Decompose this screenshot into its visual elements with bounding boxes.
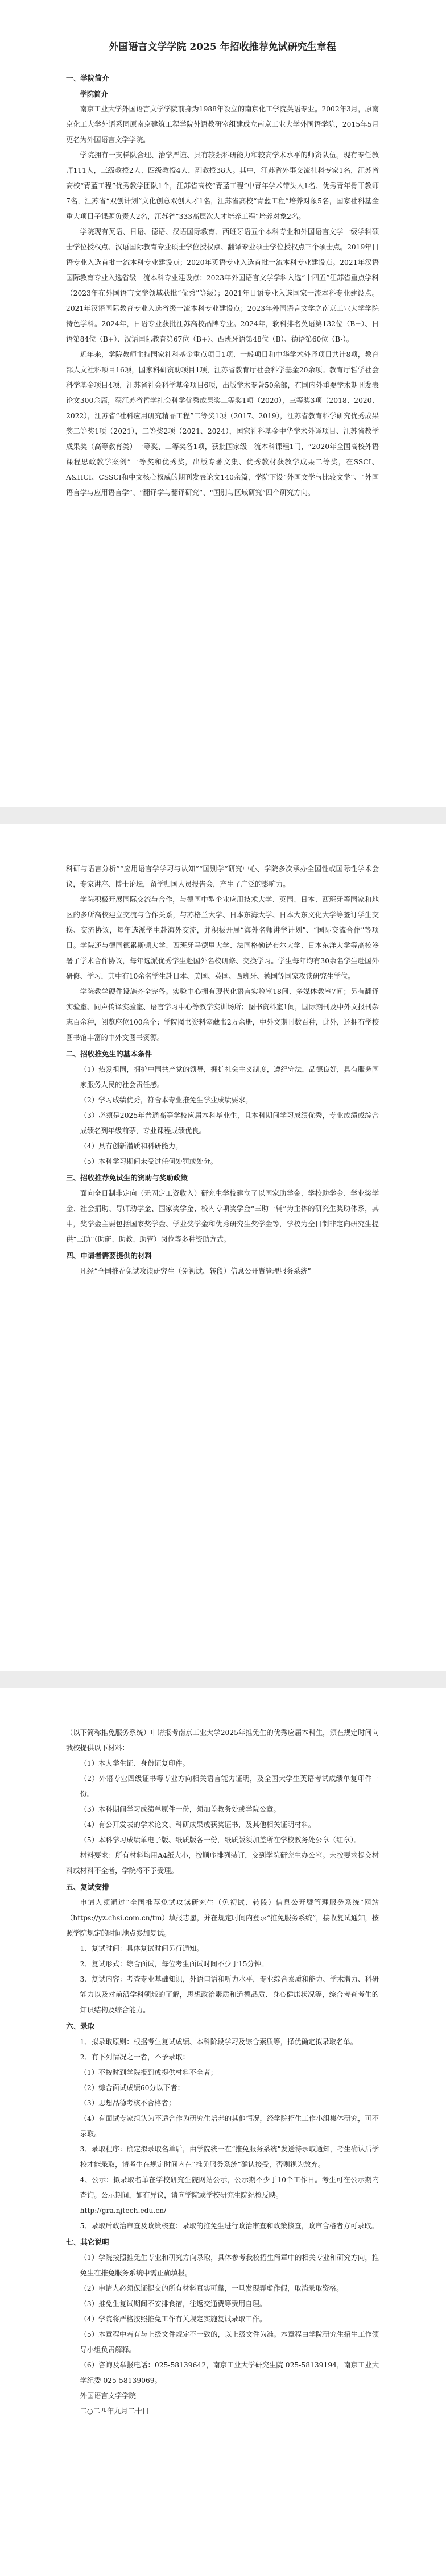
material-item: （4）有公开发表的学术论文、科研成果或获奖证书，及其他相关证明材料。: [80, 1821, 316, 1829]
paragraph-materials-req: 材料要求：所有材料均用A4纸大小，按顺序排列装订，交到学院研究生办公室。未按要求提交材料或材料不全者，学院将不予受理。: [66, 1851, 379, 1875]
section-heading-intro: 一、学院简介: [66, 74, 109, 82]
admit-item: 2、有下列情况之一者，不予录取：: [80, 2053, 189, 2061]
section-heading-retest: 五、复试安排: [66, 1883, 109, 1891]
other-item: （3）推免生复试期间不安排食宿，往返交通费等费用自理。: [80, 2300, 267, 2308]
date: 二○二四年九月二十日: [80, 2407, 149, 2415]
admit-item: 3、录取程序：确定拟录取名单后，由学院统一在“推免服务系统”发送待录取通知，考生确认后学校才能录取，请考生在规定时间内在“推免服务系统”确认接受，否则视为放弃。: [80, 2145, 379, 2169]
paragraph-faculty: 学院拥有一支梯队合理、治学严谨、具有较强科研能力和较高学术水平的师资队伍。现有专任教师111人，三级教授2人、四级教授4人，副教授38人。其中，江苏省外事交流社科专家1名，江苏省高校“青蓝工程”优秀教学团队1个，江苏省高校“青蓝工程”中青年学术带头人1名、优秀青年骨干教师7名，江苏省“双创计划”文化创意双创人才1名，江苏省高校“青蓝工程”培养对象5名，国家社科基金重大项目子课题负责人2名，江苏省“333高层次人才培养工程”培养对象2名。: [66, 151, 379, 220]
paragraph-aid: 面向全日制非定向（无固定工资收入）研究生学校建立了以国家助学金、学校助学金、学业奖学金、社会捐助、导师助学金、国家奖学金、校内专项奖学金“三助一辅”为主体的研究生奖助体系，其中，奖学金主要包括国家奖学金、学业奖学金和优秀研究生奖学金等，学校为全日制非定向研究生提供“三助”（助研、助教、助管）岗位等多种资助方式。: [66, 1189, 379, 1243]
paragraph-facility: 学院教学硬件设施齐全完备。实验中心拥有现代化语言实验室18间、多媒体教室7间；另有翻译实验室、同声传译实验室、语言学习中心等教学实训场所；图书资料室1间，国际期刊及中外文报刊杂志百余种，阅览座位100余个；学院图书资料室藏书2万余册，中外文期刊数百种，此外，还拥有学校图书馆丰富的中外文图书资源。: [66, 988, 379, 1042]
material-item: （5）本科学习成绩单电子版、纸质版各一份，纸质版须加盖所在学校教务处公章（红章）。: [80, 1836, 361, 1844]
materials-list: [66, 1756, 379, 1848]
other-item: （5）本章程中若有与上级文件规定不一致的，以上级文件为准。本章程由学院研究生招生工作领导小组负责解释。: [80, 2331, 379, 2354]
material-item: （3）本科期间学习成绩单原件一份，须加盖教务处或学院公章。: [80, 1805, 280, 1813]
conditions-list: [66, 1062, 379, 1170]
admit-item: 4、公示：拟录取名单在学校研究生院网站公示，公示期不少于10个工作日。考生可在公示期内查询。公示期间，如有异议，请向学院或学校研究生院纪检反映。: [80, 2176, 379, 2199]
material-item: （2）外语专业四级证书等专业方向相关语言能力证明，及全国大学生英语考试成绩单复印件一份。: [80, 1775, 379, 1798]
admit-list: [66, 2034, 379, 2234]
admit-item: 5、录取后政治审查及政策核查：录取的推免生进行政治审查和政策核查，政审合格者方可录取。: [80, 2222, 378, 2230]
subsection-heading-intro: 学院简介: [80, 90, 108, 98]
paragraph-materials-cont: （以下简称推免服务系统）申请报考南京工业大学2025年推免生的优秀应届本科生，须在规定时间向我校提供以下材料：: [66, 1729, 379, 1752]
other-item: （6）咨询及举报电话：025-58139642，南京工业大学研究生院 025-58139194，南京工业大学纪委 025-58139069。: [80, 2361, 379, 2384]
admit-subitem: （1）不按时到学院报到或提供材料不全者；: [80, 2069, 218, 2076]
material-item: （1）本人学生证、身份证复印件。: [80, 1759, 189, 1767]
retest-list: [66, 1941, 379, 2018]
section-heading-admit: 六、录取: [66, 2022, 95, 2030]
other-item: （2）申请人必须保证提交的所有材料真实可靠，一旦发现弄虚作假，取消录取资格。: [80, 2284, 344, 2292]
condition-item: （2）学习成绩优秀，符合本专业推免生学业成绩要求。: [80, 1096, 253, 1104]
admit-subitem: （2）综合面试成绩60分以下者；: [80, 2084, 184, 2092]
paragraph-retest: 申请人须通过“全国推荐免试攻读研究生（免初试、转段）信息公开暨管理服务系统”网站（https://yz.chsi.com.cn/tm）填报志愿，并在规定时间内登录“推免服务系统”，接收复试通知，按照学院规定的时间地点参加复试。: [66, 1899, 379, 1937]
admit-subitem: （3）思想品德考核不合格者；: [80, 2099, 176, 2107]
condition-item: （1）热爱祖国，拥护中国共产党的领导，拥护社会主义制度，遵纪守法，品德良好，具有服务国家服务人民的社会责任感。: [80, 1066, 379, 1089]
paragraph-exchange: 学院积极开展国际交流与合作，与德国中型企业应用技术大学、英国、日本、西班牙等国家和地区的多所高校建立交流与合作关系，与苏格兰大学、日本东海大学、日本大东文化大学等签订学生交换、交流协议，每年选派学生赴海外交流，并积极开展“海外名师讲学计划”、“国际交流合作”等项目。学院还与德国德累斯顿大学、西班牙马德里大学、法国格勒诺布尔大学、日本东洋大学等高校签署了学术合作协议，每年选派优秀学生赴国外名校研修、交换学习。学生每年均有30余名学生赴国外研修、学习，其中有10余名学生赴日本、美国、英国、西班牙、德国等国家攻读研究生学位。: [66, 896, 379, 980]
admit-url-link[interactable]: http://gra.njtech.edu.cn/: [80, 2207, 167, 2215]
condition-item: （5）本科学习期间未受过任何处罚或处分。: [80, 1158, 218, 1166]
paragraph-history: 近年来，学院教师主持国家社科基金重点项目1项、一般项目和中华学术外译项目共计8项，教育部人文社科项目16项，国家科研资助项目1项，江苏省教育厅社会科学基金20余项。教育厅哲学社会科学基金项目4项，江苏省社会科学基金项目6项，出版学术专著50余部，在国内外重要学术期刊发表论文300余篇，获江苏省哲学社会科学优秀成果奖二等奖1项（2020），三等奖3项（2018、2020、2022），江苏省“社科应用研究精品工程”二等奖1项（2017、2019），江苏省教育科学研究优秀成果奖二等奖1项（2021），二等奖2项（2021、2024），国家社科基金中华学术外译项目、江苏省教学成果奖（高等教育类）一等奖、二等奖各1项，获批国家级一流本科课程1门，“2020年全国高校外语课程思政教学案例”一等奖和优秀奖，出版专著文集、优秀教材获教学成果二等奖，在SSCI、A&HCI、CSSCI和中文核心权威的期刊发表论文140余篇，学院下设“外国文学与比较文学”、“外国语言学与应用语言学”、“翻译学与翻译研究”、“国别与区域研究”四个研究方向。: [66, 351, 379, 497]
document-page-2: [0, 824, 446, 1671]
other-list: [66, 2250, 379, 2388]
section-heading-aid: 三、招收推荐免试生的资助与奖助政策: [66, 1173, 188, 1182]
other-item: （1）学院按照推免生专业和研究方向录取，具体参考我校招生简章中的相关专业和研究方向，推免生在推免服务系统中需正确填报。: [80, 2254, 379, 2277]
retest-item: 2、复试形式：综合面试，每位考生面试时间不少于15分钟。: [80, 1960, 269, 1968]
admit-item: 1、拟录取原则：根据考生复试成绩、本科阶段学习及综合素质等，择优确定拟录取名单。: [80, 2038, 357, 2046]
paragraph-programs: 学院现有英语、日语、德语、汉语国际教育、西班牙语五个本科专业和外国语言文学一级学科硕士学位授权点、汉语国际教育专业硕士学位授权点、翻译专业硕士学位授权点三个硕士点。2019年日语专业入选首批一流本科专业建设点；2020年英语专业入选首批一流本科专业建设点。2021年汉语国际教育专业入选省级一流本科专业建设点；2023年外国语言文学学科入选“十四五”江苏省重点学科（2023年在外国语言文学领域获批“优秀”等级）；2021年日语专业入选国家一流本科专业建设点。2021年汉语国际教育专业入选省级一流本科专业建设点；2023年外国语言文学之南京工业大学学院特色学科。2024年，日语专业获批江苏高校品牌专业。2024年，软科排名英语第132位（B+）、日语第84位（B+）、汉语国际教育第67位（B+）、西班牙语第48位（B）、德语第60位（B-）。: [66, 228, 379, 343]
other-item: （4）学院将严格按照推免工作有关规定实施复试录取工作。: [80, 2315, 267, 2323]
paragraph-research: 科研与语言分析”“应用语言学学习与认知”“国别学”研究中心、学院多次承办全国性或国际性学术会议，专家讲座、博士论坛，留学归国人员报告会，产生了广泛的影响力。: [66, 865, 379, 888]
condition-item: （4）具有创新潜质和科研能力。: [80, 1142, 183, 1150]
signature: 外国语言文学学院: [80, 2392, 136, 2400]
document-page-3: [0, 1688, 446, 2576]
paragraph-materials: 凡经“全国推荐免试攻读研究生（免初试、转段）信息公开暨管理服务系统”: [80, 1267, 311, 1275]
section-heading-materials: 四、申请者需要提供的材料: [66, 1251, 152, 1260]
section-heading-other: 七、其它说明: [66, 2238, 109, 2246]
condition-item: （3）必须是2025年普通高等学校应届本科毕业生，且本科期间学习成绩优秀，专业成绩或综合成绩名列年级前茅，专业课程成绩优良。: [80, 1112, 379, 1135]
retest-item: 1、复试时间：具体复试时间另行通知。: [80, 1945, 204, 1953]
retest-item: 3、复试内容：考查专业基础知识，外语口语和听力水平，专业综合素质和能力、学术潜力、科研能力以及对前沿学科领域的了解，思想政治素质和道德品质、身心健康状况等，综合考查考生的知识结构及综合能力。: [80, 1975, 379, 2014]
paragraph-intro: 南京工业大学外国语言文学学院前身为1988年设立的南京化工学院英语专业。2002年3月，原南京化工大学外语系同原南京建筑工程学院外语教研室组建成立南京工业大学外国语学院，2015年5月更名为外国语言文学学院。: [66, 105, 379, 144]
section-heading-conditions: 二、招收推免生的基本条件: [66, 1050, 152, 1058]
document-page-1: [0, 0, 446, 807]
document-title: 外国语言文学学院 2025 年招收推荐免试研究生章程: [109, 41, 336, 53]
admit-subitem: （4）有面试专家组认为不适合作为研究生培养的其他情况，经学院招生工作小组集体研究，可不录取。: [80, 2115, 379, 2138]
